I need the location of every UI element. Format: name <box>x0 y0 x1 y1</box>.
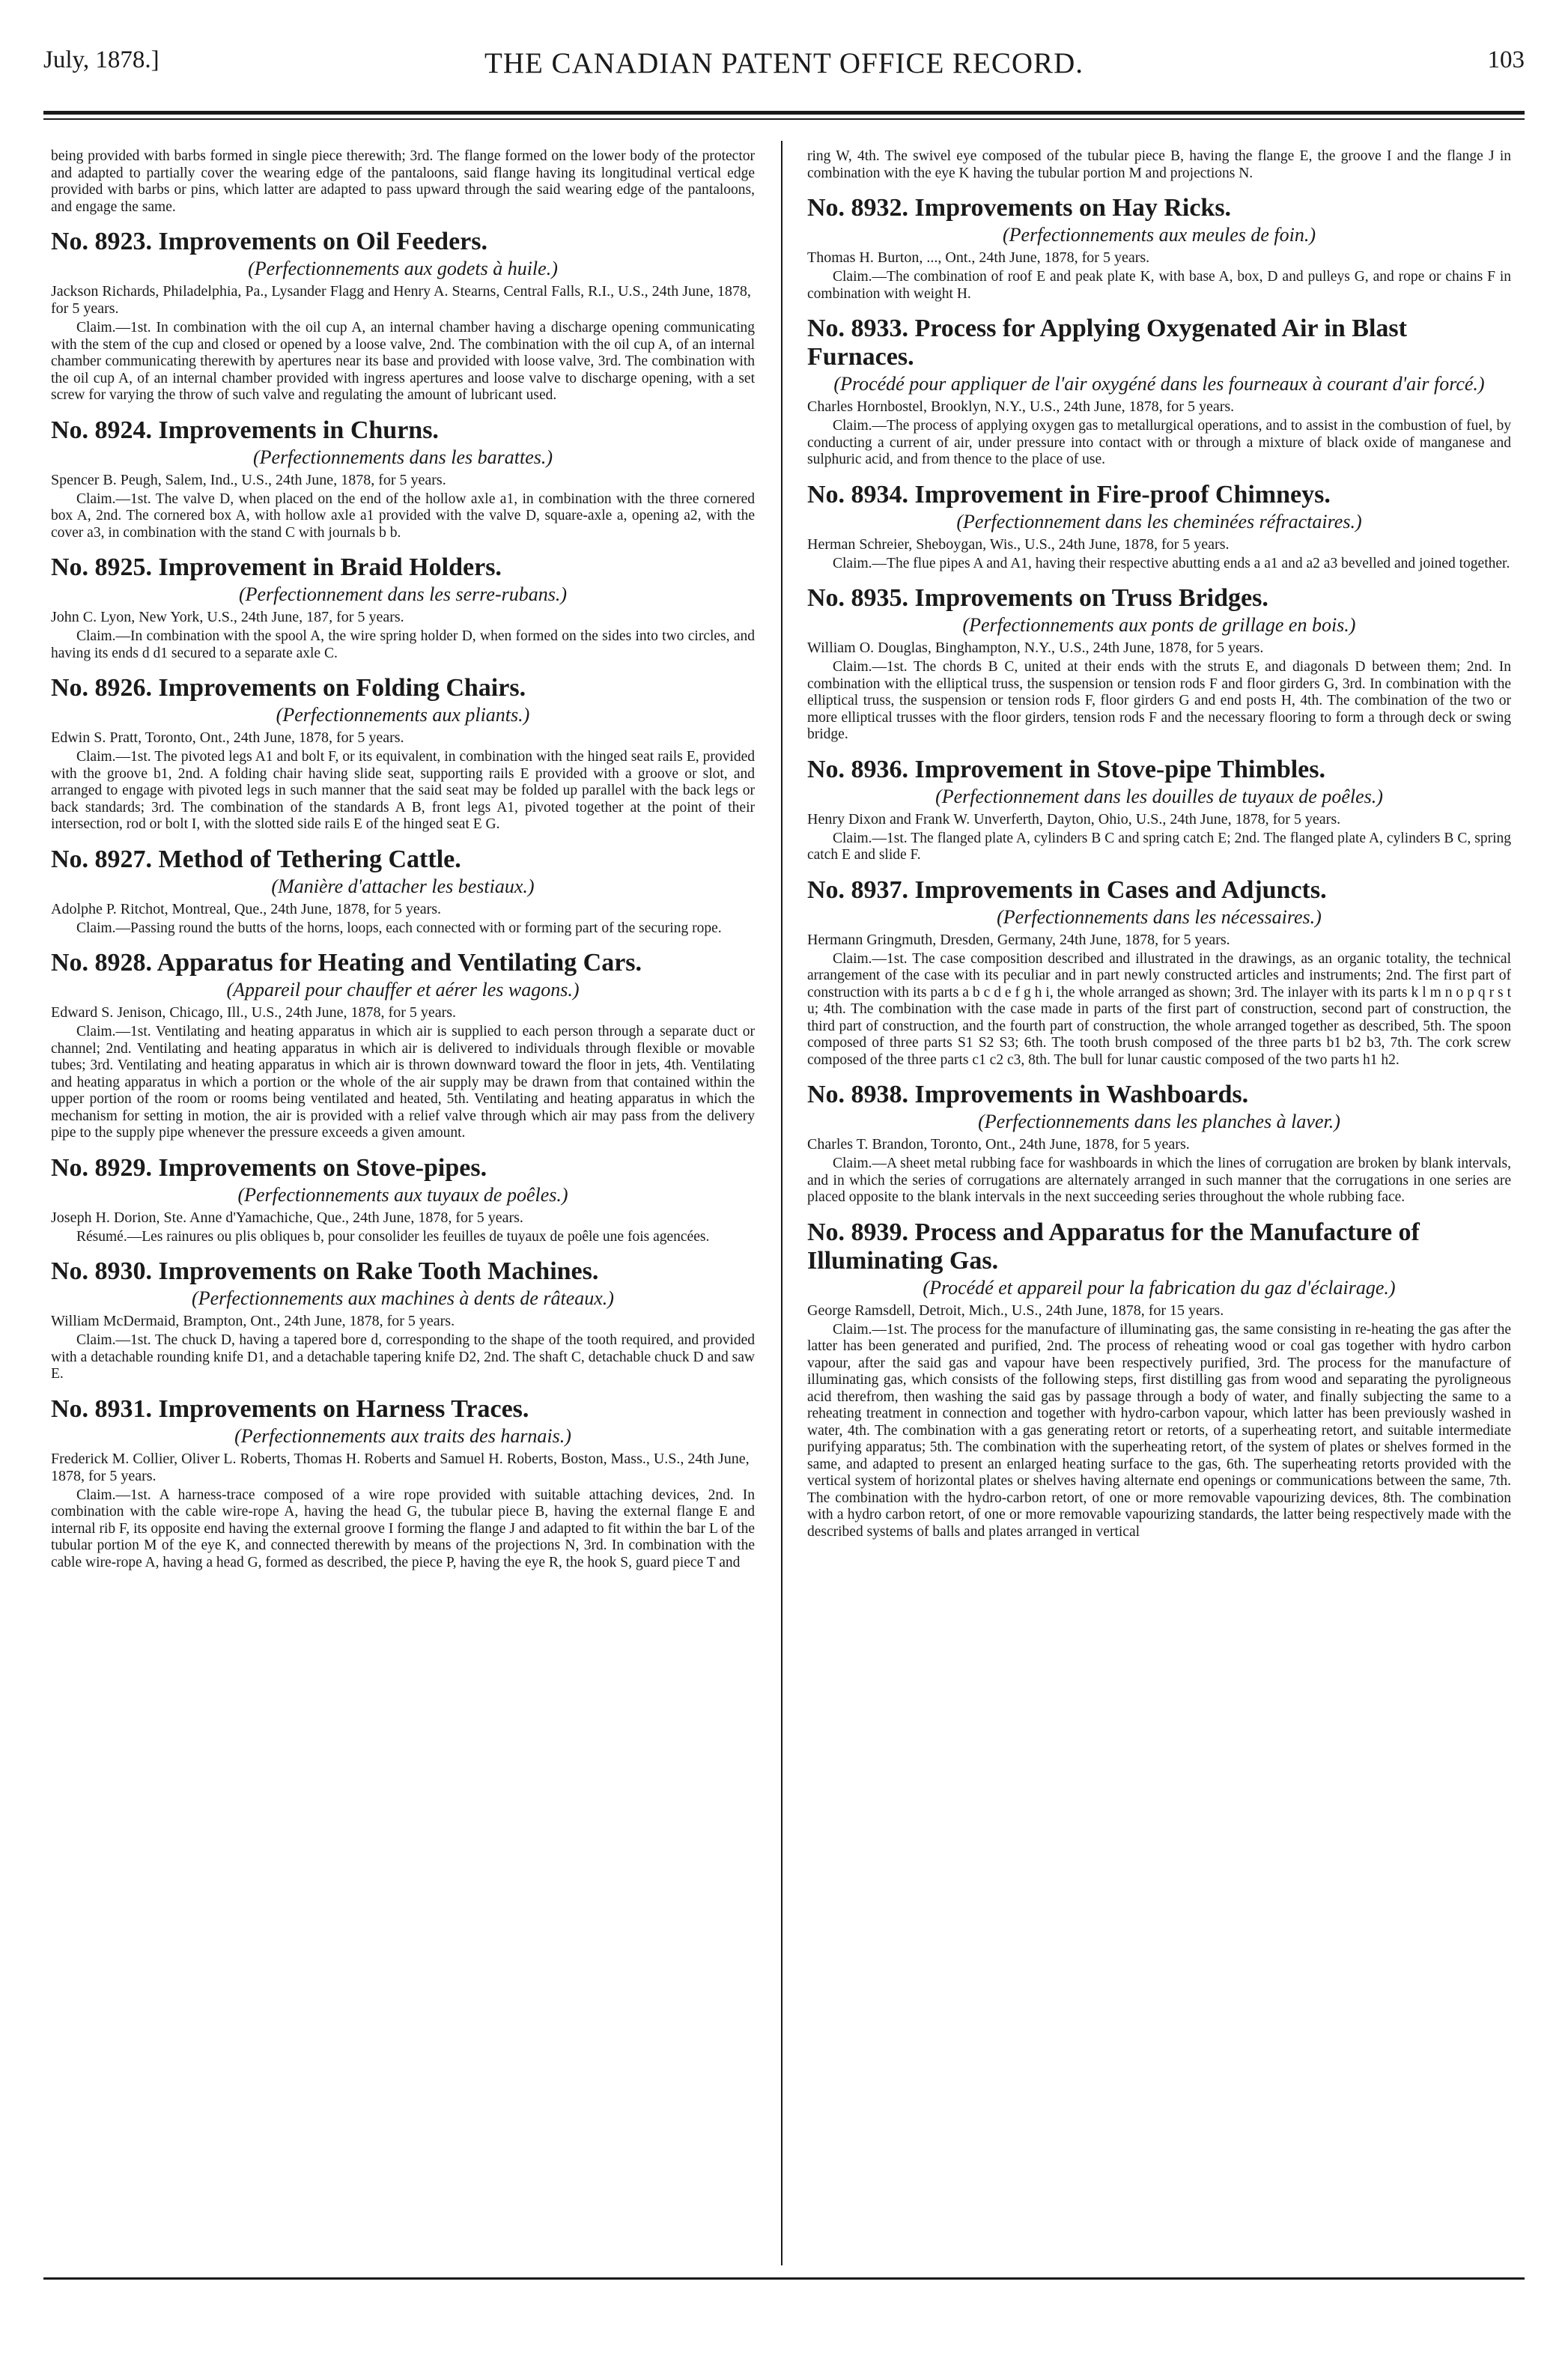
patent-title: No. 8932. Improvements on Hay Ricks. <box>807 194 1232 222</box>
french-title: (Perfectionnements aux machines à dents de râteaux.) <box>192 1287 614 1309</box>
patentee: George Ramsdell, Detroit, Mich., U.S., 24th June, 1878, for 15 years. <box>807 1302 1224 1319</box>
patent-title: No. 8924. Improvements in Churns. <box>51 416 439 444</box>
page <box>43 30 1525 2280</box>
patent-entry-8924 <box>51 416 755 542</box>
french-title: (Perfectionnements aux tuyaux de poêles.) <box>237 1183 568 1206</box>
publication-title: THE CANADIAN PATENT OFFICE RECORD. <box>484 47 1084 79</box>
french-title: (Perfectionnements dans les nécessaires.) <box>997 905 1322 928</box>
issue-date: July, 1878.] <box>43 46 159 73</box>
patent-title: No. 8934. Improvement in Fire-proof Chimneys. <box>807 480 1331 508</box>
french-title: (Perfectionnement dans les douilles de tuyaux de poêles.) <box>935 785 1383 807</box>
patent-entry-8939 <box>807 1218 1511 1541</box>
patent-entry-8925 <box>51 553 755 662</box>
claim-text: Claim.—1st. The chuck D, having a tapered bore d, corresponding to the shape of the tooth required, and provided with a detachable rounding knife D1, and a detachable tapering knife D2, 2nd. The shaft C, detachable chuck D and saw E. <box>51 1332 755 1382</box>
patent-entry-8927 <box>51 845 755 938</box>
french-title: (Perfectionnements dans les barattes.) <box>252 446 553 468</box>
claim-text: Claim.—A sheet metal rubbing face for washboards in which the lines of corrugation are broken by blank intervals, and in which the series of corrugations are alternately arranged in such manner that the corrugations in one series are placed opposite to the blank intervals in the next succeeding series throughout the whole rubbing face. <box>807 1156 1511 1205</box>
patentee: Edward S. Jenison, Chicago, Ill., U.S., 24th June, 1878, for 5 years. <box>51 1004 457 1021</box>
patent-entry-8934 <box>807 481 1511 573</box>
header-rule-thin <box>43 118 1525 120</box>
patentee: Herman Schreier, Sheboygan, Wis., U.S., 24th June, 1878, for 5 years. <box>807 535 1230 553</box>
patentee: Henry Dixon and Frank W. Unverferth, Dayton, Ohio, U.S., 24th June, 1878, for 5 years. <box>807 810 1341 828</box>
header-rule-thick <box>43 111 1525 115</box>
french-title: (Perfectionnements aux godets à huile.) <box>248 258 558 279</box>
french-title: (Perfectionnements aux pliants.) <box>276 704 530 726</box>
claim-text: Claim.—The process of applying oxygen gas to metallurgical operations, and to assist in the combustion of fuel, by conducting a current of air, under pressure into contact with or through a mixture of black oxide of manganese and sulphuric acid, and from thence to the place of use. <box>807 418 1511 467</box>
patentee: Hermann Gringmuth, Dresden, Germany, 24th June, 1878, for 5 years. <box>807 931 1230 948</box>
french-title: (Procédé pour appliquer de l'air oxygéné dans les fourneaux à courant d'air forcé.) <box>833 373 1485 395</box>
french-title: (Perfectionnements dans les planches à laver.) <box>978 1111 1340 1132</box>
french-title: (Perfectionnements aux traits des harnais.) <box>234 1424 571 1447</box>
patent-entry-8935 <box>807 584 1511 744</box>
french-title: (Perfectionnement dans les cheminées réfractaires.) <box>956 510 1362 532</box>
page-number: 103 <box>1487 46 1525 73</box>
patent-title: No. 8939. Process and Apparatus for the Manufacture of Illuminating Gas. <box>807 1218 1420 1275</box>
patent-title: No. 8931. Improvements on Harness Traces. <box>51 1394 529 1423</box>
patentee: Spencer B. Peugh, Salem, Ind., U.S., 24th June, 1878, for 5 years. <box>51 471 446 488</box>
patent-title: No. 8929. Improvements on Stove-pipes. <box>51 1153 487 1182</box>
claim-text: Claim.—Passing round the butts of the horns, loops, each connected with or forming part of the securing rope. <box>76 920 722 936</box>
patent-entry-8929 <box>51 1154 755 1246</box>
french-title: (Perfectionnements aux meules de foin.) <box>1002 224 1316 246</box>
content-frame <box>43 126 1525 2280</box>
patent-title: No. 8933. Process for Applying Oxygenated Air in Blast Furnaces. <box>807 315 1407 371</box>
patent-entry-8938 <box>807 1081 1511 1206</box>
claim-text: Claim.—The combination of roof E and peak plate K, with base A, box, D and pulleys G, and rope or chains F in combination with weight H. <box>807 269 1511 302</box>
patent-title: No. 8928. Apparatus for Heating and Ventilating Cars. <box>51 949 642 977</box>
claim-text: Claim.—The flue pipes A and A1, having their respective abutting ends a a1 and a2 a3 bevelled and joined together. <box>833 555 1510 571</box>
claim-text: Claim.—1st. In combination with the oil cup A, an internal chamber having a discharge opening communicating with the stem of the cup and closed or opened by a loose valve, 2nd. The combination with the oil cup A, of an internal chamber communicating therewith by apertures near its base and provided with loose valve, 3rd. The combination with the oil cup A, of an internal chamber provided with ingress apertures and loose valve to discharge opening, with a set screw for varying the throw of such valve and regulating the amount of lubricant used. <box>51 320 755 403</box>
patentee: Charles Hornbostel, Brooklyn, N.Y., U.S., 24th June, 1878, for 5 years. <box>807 398 1235 415</box>
claim-text: Claim.—1st. The pivoted legs A1 and bolt F, or its equivalent, in combination with the hinged seat rails E, provided with the groove b1, 2nd. A folding chair having slide seat, supporting rails E provided with a groove or slot, and arranged to engage with pivoted legs in such manner that the said seat may be folded up parallel with the back legs or back standards; 3rd. The combination of the standards A B, front legs A1, pivoted together at the point of their intersection, rod or bolt I, with the slotted side rails E of the hinged seat E G. <box>51 749 755 832</box>
patent-entry-8937 <box>807 876 1511 1069</box>
patentee: Jackson Richards, Philadelphia, Pa., Lysander Flagg and Henry A. Stearns, Central Falls, R.I., U.S., 24th June, 1878, for 5 years. <box>51 283 751 317</box>
left-column <box>51 148 755 2365</box>
claim-text: Résumé.—Les rainures ou plis obliques b, pour consolider les feuilles de tuyaux de poêle une fois agencées. <box>76 1228 710 1245</box>
right-continuation: ring W, 4th. The swivel eye composed of the tubular piece B, having the flange E, the groove I and the flange J in combination with the eye K having the tubular portion M and projections N. <box>807 148 1511 181</box>
french-title: (Procédé et appareil pour la fabrication du gaz d'éclairage.) <box>923 1276 1396 1299</box>
patent-entry-8931 <box>51 1395 755 1572</box>
patent-entry-8936 <box>807 756 1511 864</box>
claim-text: Claim.—1st. Ventilating and heating apparatus in which air is supplied to each person through a separate duct or channel; 2nd. Ventilating and heating apparatus in which air is delivered to individuals through flexible or movable tubes; 3rd. Ventilating and heating apparatus in which air is thrown downward toward the floor in jets, 4th. Ventilating and heating apparatus in which a portion or the whole of the air supply may be drawn from that contained within the upper portion of the room or rooms being ventilated and heated, 5th. Ventilating and heating apparatus in which the mechanism for setting in motion, the air is provided with a relief valve through which air may pass from the delivery pipe to the supply pipe whenever the pressure exceeds a given amount. <box>51 1024 755 1141</box>
patentee: Thomas H. Burton, ..., Ont., 24th June, 1878, for 5 years. <box>807 249 1150 266</box>
left-continuation: being provided with barbs formed in single piece therewith; 3rd. The flange formed on the lower body of the protector and adapted to partially cover the wearing edge of the pantaloons, said flange having its longitudinal vertical edge provided with barbs or pins, which latter are adapted to pass upward through the said wearing edge of the pantaloons, and engage the same. <box>51 148 755 215</box>
patentee: Adolphe P. Ritchot, Montreal, Que., 24th June, 1878, for 5 years. <box>51 900 442 917</box>
claim-text: Claim.—1st. The process for the manufacture of illuminating gas, the same consisting in re-heating the gas after the latter has been generated and purified, 2nd. The process of reheating wood or coal gas together with hydro carbon vapour, after the said gas and vapour have been respectively purified, 3rd. The process for the manufacture of illuminating gas, which consists of the following steps, first distilling gas from wood and separating the pyroligneous acid therefrom, then washing the said gas by passage through a body of water, and finally subjecting the same to a reheating treatment in connection and together with hydro-carbon vapour, which latter has been previously washed in water, 4th. The combination with a gas generating retort or retorts, of a superheating retort, and suitable intermediate purifying apparatus; 5th. The combination with the superheating retort, of the system of plates or shelves formed in the same, and adapted to present an enlarged heating surface to the gas, 6th. The superheating retorts provided with the vertical system of horizontal plates or shelves having alternate end openings or communications between the same, 7th. The combination with the hydro-carbon retort, of one or more removable vapourizing devices, 8th. The combination with a hydro carbon retort, of one or more removable vapourizing standards, the latter being respectively made with the described systems of balls and plates arranged in vertical <box>807 1321 1511 1540</box>
page-header <box>43 30 1525 94</box>
patentee: William McDermaid, Brampton, Ont., 24th June, 1878, for 5 years. <box>51 1313 455 1329</box>
patent-title: No. 8926. Improvements on Folding Chairs. <box>51 674 526 702</box>
claim-text: Claim.—1st. The valve D, when placed on the end of the hollow axle a1, in combination with the three cornered box A, 2nd. The cornered box A, with hollow axle a1 provided with the valve D, square-axle a, opening a2, with the cover a3, in combination with the stand C with journals b b. <box>51 491 755 541</box>
french-title: (Appareil pour chauffer et aérer les wagons.) <box>226 979 580 1001</box>
patent-entry-8928 <box>51 949 755 1142</box>
patentee: Joseph H. Dorion, Ste. Anne d'Yamachiche, Que., 24th June, 1878, for 5 years. <box>51 1209 523 1226</box>
french-title: (Manière d'attacher les bestiaux.) <box>271 875 535 897</box>
patentee: John C. Lyon, New York, U.S., 24th June, 187, for 5 years. <box>51 609 404 625</box>
patentee: Frederick M. Collier, Oliver L. Roberts, Thomas H. Roberts and Samuel H. Roberts, Boston, Mass., U.S., 24th June, 1878, for 5 years. <box>51 1450 750 1484</box>
french-title: (Perfectionnements aux ponts de grillage en bois.) <box>962 614 1356 636</box>
patent-entry-8933 <box>807 315 1511 469</box>
patent-entry-8926 <box>51 674 755 834</box>
patentee: William O. Douglas, Binghampton, N.Y., U.S., 24th June, 1878, for 5 years. <box>807 640 1264 656</box>
claim-text: Claim.—1st. The flanged plate A, cylinders B C and spring catch E; 2nd. The flanged plate A, cylinders B C, spring catch E and slide F. <box>807 830 1511 863</box>
claim-text: Claim.—1st. A harness-trace composed of a wire rope provided with suitable attaching devices, 2nd. In combination with the cable wire-rope A, having the head G, the tubular piece B, having the external flange E and internal rib F, its opposite end having the external groove I forming the flange J and adapted to fit within the bar L of the tubular portion M of the eye K, and connected therewith by means of the projections N, 3rd. In combination with the cable wire-rope A, having a head G, formed as described, the piece P, having the eye R, the hook S, guard piece T and <box>51 1487 755 1570</box>
patentee: Charles T. Brandon, Toronto, Ont., 24th June, 1878, for 5 years. <box>807 1136 1190 1153</box>
patent-title: No. 8935. Improvements on Truss Bridges. <box>807 584 1268 612</box>
patent-title: No. 8936. Improvement in Stove-pipe Thimbles. <box>807 755 1326 783</box>
column-divider <box>781 141 783 2265</box>
claim-text: Claim.—1st. The case composition described and illustrated in the drawings, as an organic totality, the technical arrangement of the case with its peculiar and in part newly constructed articles and instruments; 2nd. The first part of construction with its parts a b c d e f g h i, the whole arranged as shown; 3rd. The inlayer with its parts k l m n o p q r s t u; 4th. The combination with the case made in parts of the first part of construction, second part of construction, the third part of construction, and the fourth part of construction, the whole arranged together as described, 5th. The spoon composed of three parts S1 S2 S3; 6th. The tooth brush composed of the three parts b1 b2 b3, 7th. The cork screw composed of the three parts c1 c2 c3, 8th. The bull for lunar caustic composed of the two parts h1 h2. <box>807 950 1511 1068</box>
patent-title: No. 8930. Improvements on Rake Tooth Machines. <box>51 1257 599 1285</box>
french-title: (Perfectionnement dans les serre-rubans.) <box>238 583 568 605</box>
patent-title: No. 8925. Improvement in Braid Holders. <box>51 553 502 581</box>
patentee: Edwin S. Pratt, Toronto, Ont., 24th June, 1878, for 5 years. <box>51 729 404 746</box>
claim-text: Claim.—In combination with the spool A, the wire spring holder D, when formed on the sides into two circles, and having its ends d d1 secured to a separate axle C. <box>51 628 755 661</box>
right-column <box>807 148 1511 2365</box>
claim-text: Claim.—1st. The chords B C, united at their ends with the struts E, and diagonals D between them; 2nd. In combination with the elliptical truss, the suspension or tension rods F and floor girders G, 3rd. In combination with the elliptical truss, the suspension or tension rods F, floor girders G and end posts H, 4th. The combination of the two or more elliptical trusses with the floor girders, tension rods F and the necessary flooring to form a through deck or swing bridge. <box>807 659 1511 742</box>
patent-title: No. 8937. Improvements in Cases and Adjuncts. <box>807 875 1327 904</box>
patent-title: No. 8938. Improvements in Washboards. <box>807 1081 1249 1108</box>
patent-title: No. 8923. Improvements on Oil Feeders. <box>51 228 487 255</box>
patent-entry-8932 <box>807 194 1511 303</box>
patent-entry-8923 <box>51 228 755 404</box>
patent-title: No. 8927. Method of Tethering Cattle. <box>51 845 461 873</box>
patent-entry-8930 <box>51 1257 755 1383</box>
